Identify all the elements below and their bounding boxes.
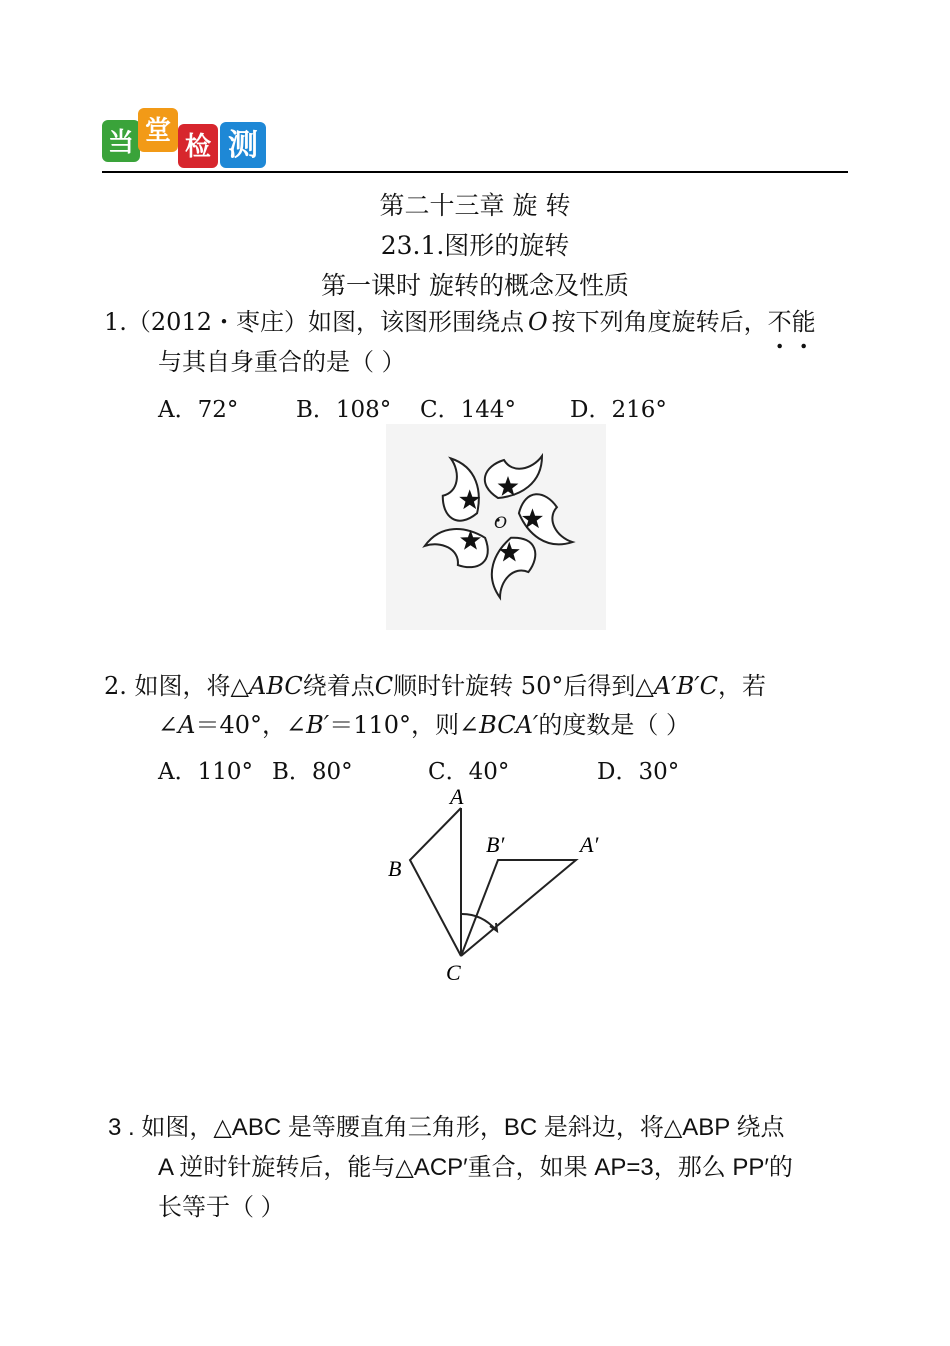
section-title: 23.1.图形的旋转 bbox=[380, 231, 570, 260]
header-rule bbox=[102, 171, 848, 173]
label-b: B bbox=[388, 856, 402, 881]
triangle-abc bbox=[410, 808, 461, 956]
q2-line1: 2. 如图，将△ABC绕着点C顺时针旋转 50°后得到△A′B′C，若 bbox=[104, 672, 767, 700]
label-c: C bbox=[446, 960, 461, 985]
label-a-prime: A′ bbox=[580, 832, 599, 857]
logo-char-1: 当 bbox=[107, 128, 135, 158]
q3-line1: 3 . 如图，△ABC 是等腰直角三角形，BC 是斜边，将△ABP 绕点 bbox=[108, 1114, 785, 1141]
q3-line3: 长等于（ ） bbox=[158, 1194, 285, 1221]
logo-char-2: 堂 bbox=[144, 116, 172, 146]
q1-option-d: D．216° bbox=[570, 397, 667, 423]
q2-line2: ∠A＝40°，∠B′＝110°，则∠BCA′的度数是（ ） bbox=[158, 711, 690, 739]
label-b-prime: B′ bbox=[486, 832, 505, 857]
q2-figure bbox=[380, 780, 620, 990]
q1-line1: 1.（2012・枣庄）如图，该图形围绕点 O 按下列角度旋转后，不能 bbox=[104, 308, 816, 336]
q1-line2: 与其自身重合的是（ ） bbox=[158, 348, 406, 376]
q2-option-b: B．80° bbox=[272, 759, 353, 785]
q1-option-a: A．72° bbox=[158, 397, 239, 423]
q1-option-b: B．108° bbox=[296, 397, 392, 423]
chapter-title: 第二十三章 旋 转 bbox=[379, 191, 571, 220]
lesson-logo bbox=[102, 108, 268, 170]
q1-point-o-label: O bbox=[494, 513, 508, 532]
q2-option-d: D．30° bbox=[597, 759, 680, 785]
triangle-apbpc bbox=[461, 860, 576, 956]
logo-char-4: 测 bbox=[228, 128, 258, 163]
q3-line2: A 逆时针旋转后，能与△ACP′重合，如果 AP=3，那么 PP′的 bbox=[158, 1154, 793, 1181]
q2-option-a: A．110° bbox=[158, 759, 254, 785]
q1-option-c: C．144° bbox=[420, 397, 516, 423]
label-a: A bbox=[450, 784, 464, 809]
lesson-title: 第一课时 旋转的概念及性质 bbox=[321, 271, 629, 300]
q2-option-c: C．40° bbox=[428, 759, 510, 785]
logo-char-3: 检 bbox=[184, 132, 212, 162]
q1-figure bbox=[386, 424, 606, 630]
